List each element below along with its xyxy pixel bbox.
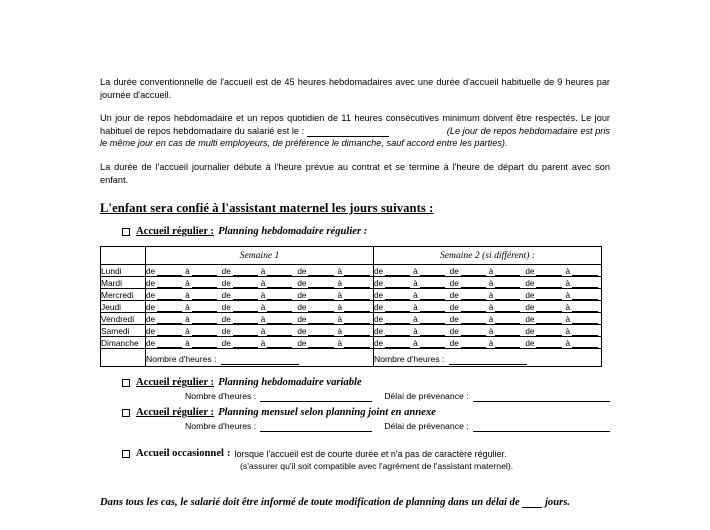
slot-from-field[interactable]: [385, 267, 410, 276]
slot-to-field[interactable]: [344, 279, 370, 288]
day-label-lundi: Lundi: [101, 265, 146, 277]
slot-to-label: à: [488, 303, 494, 313]
slot-to-label: à: [185, 303, 190, 313]
slot-to-field[interactable]: [344, 267, 370, 276]
hours-label: Nombre d'heures :: [374, 353, 445, 364]
variable-notice-label: Délai de prévenance :: [384, 391, 469, 402]
slot-to-field[interactable]: [192, 267, 217, 276]
slot-from-field[interactable]: [536, 303, 562, 312]
slot-to-field[interactable]: [572, 327, 598, 336]
slot-to-label: à: [337, 315, 343, 325]
checkbox-regulier-variable[interactable]: [122, 379, 130, 387]
slot-from-label: de: [297, 267, 307, 277]
paragraph-duree-conventionnelle: La durée conventionnelle de l'accueil est de 45 heures hebdomadaires avec une durée d'accueil habituelle de 9 heures par journée d'accueil.: [100, 77, 610, 100]
slot-from-label: de: [374, 339, 384, 349]
table-row: [101, 325, 602, 337]
slot-from-field[interactable]: [385, 291, 410, 300]
slot-from-field[interactable]: [233, 267, 258, 276]
slot-to-label: à: [185, 291, 190, 301]
slot-from-field[interactable]: [536, 267, 562, 276]
slot-from-label: de: [146, 267, 156, 277]
slot-to-label: à: [337, 279, 343, 289]
day-label-mardi: Mardi: [101, 277, 146, 289]
mensuel-fields-line: [100, 421, 610, 432]
slot-to-field[interactable]: [572, 303, 598, 312]
slot-from-field[interactable]: [157, 303, 182, 312]
week1-slots-mercredi: [146, 289, 374, 301]
slot-from-label: de: [146, 291, 156, 301]
slot-from-label: de: [449, 315, 459, 325]
slot-to-label: à: [488, 279, 494, 289]
mensuel-hours-label: Nombre d'heures :: [185, 421, 257, 432]
week2-slots-mardi: [374, 277, 602, 289]
option-regulier-variable-subtitle: Planning hebdomadaire variable: [218, 377, 362, 389]
table-row: [101, 277, 602, 289]
checkbox-regulier-mensuel[interactable]: [122, 409, 130, 417]
slot-to-label: à: [413, 315, 418, 325]
slot-from-field[interactable]: [308, 303, 334, 312]
slot-from-field[interactable]: [385, 339, 410, 348]
option-regulier-hebdo-label: Accueil régulier :: [136, 226, 215, 238]
planning-hebdomadaire-table: [100, 246, 602, 367]
slot-to-label: à: [185, 267, 190, 277]
slot-to-label: à: [565, 279, 571, 289]
repos-lead-text: Un jour de repos hebdomadaire et un repos quotidien de 11 heures consécutives minimum doivent être respectés. Le jour habituel de repos hebdomadaire du salarié est le :: [100, 113, 610, 136]
slot-to-label: à: [337, 267, 343, 277]
slot-to-label: à: [413, 279, 418, 289]
checkbox-occasionnel[interactable]: [122, 450, 130, 458]
mensuel-hours-field[interactable]: [260, 422, 372, 432]
slot-to-field[interactable]: [344, 303, 370, 312]
week2-slots-samedi: [374, 325, 602, 337]
slot-from-label: de: [374, 303, 384, 313]
slot-from-label: de: [146, 327, 156, 337]
table-total-row: [101, 349, 602, 367]
slot-to-label: à: [337, 327, 343, 337]
week2-hours-field[interactable]: [449, 355, 527, 365]
slot-to-field[interactable]: [192, 327, 217, 336]
week1-slots-samedi: [146, 325, 374, 337]
slot-to-label: à: [565, 339, 571, 349]
slot-from-label: de: [449, 339, 459, 349]
week1-slots-jeudi: [146, 301, 374, 313]
slot-from-label: de: [449, 291, 459, 301]
slot-from-field[interactable]: [461, 339, 486, 348]
week1-hours-field[interactable]: [221, 355, 299, 365]
slot-from-label: de: [297, 279, 307, 289]
day-label-samedi: Samedi: [101, 325, 146, 337]
slot-from-label: de: [297, 315, 307, 325]
slot-to-field[interactable]: [420, 291, 445, 300]
slot-from-field[interactable]: [233, 339, 258, 348]
slot-from-field[interactable]: [157, 267, 182, 276]
slot-from-field[interactable]: [461, 327, 486, 336]
slot-from-field[interactable]: [157, 279, 182, 288]
slot-from-field[interactable]: [308, 279, 334, 288]
slot-from-label: de: [449, 279, 459, 289]
slot-to-label: à: [185, 327, 190, 337]
slot-to-label: à: [260, 303, 266, 313]
slot-from-field[interactable]: [536, 291, 562, 300]
option-occasionnel-label: Accueil occasionnel: [136, 448, 224, 460]
slot-from-field[interactable]: [385, 279, 410, 288]
slot-from-field[interactable]: [233, 327, 258, 336]
paragraph-duree-journalier: La durée de l'accueil journalier débute à l'heure prévue au contrat et se termine à l'heure de départ du parent avec son enfant.: [100, 161, 610, 185]
slot-from-field[interactable]: [233, 291, 258, 300]
variable-notice-field[interactable]: [473, 392, 610, 402]
option-regulier-mensuel-row[interactable]: [100, 407, 610, 418]
slot-to-field[interactable]: [344, 291, 370, 300]
slot-to-label: à: [413, 303, 418, 313]
slot-to-field[interactable]: [267, 291, 292, 300]
slot-to-label: à: [565, 315, 571, 325]
week2-slots-mercredi: [374, 289, 602, 301]
slot-to-field[interactable]: [572, 291, 598, 300]
slot-from-label: de: [525, 315, 535, 325]
slot-from-label: de: [221, 291, 231, 301]
variable-fields-line: [100, 391, 610, 402]
table-header-row: [101, 247, 602, 265]
slot-to-field[interactable]: [344, 327, 370, 336]
slot-to-field[interactable]: [420, 315, 445, 324]
slot-from-label: de: [374, 315, 384, 325]
week2-slots-dimanche: [374, 337, 602, 349]
repos-parenthetical-line2: jour en cas de multi employeurs, de préférence le dimanche, sauf accord entre les parties).: [137, 138, 508, 149]
slot-to-field[interactable]: [267, 303, 292, 312]
slot-to-label: à: [565, 303, 571, 313]
slot-to-field[interactable]: [495, 327, 520, 336]
slot-from-field[interactable]: [233, 303, 258, 312]
slot-to-field[interactable]: [495, 279, 520, 288]
slot-to-label: à: [488, 267, 494, 277]
slot-from-field[interactable]: [536, 339, 562, 348]
slot-from-label: de: [146, 315, 156, 325]
slot-from-field[interactable]: [233, 315, 258, 324]
slot-to-field[interactable]: [420, 327, 445, 336]
slot-to-label: à: [185, 279, 190, 289]
slot-to-field[interactable]: [420, 339, 445, 348]
option-occasionnel-description: lorsque l'accueil est de courte durée et n'a pas de caractère régulier.: [234, 449, 507, 460]
slot-from-label: de: [297, 327, 307, 337]
slot-from-field[interactable]: [308, 315, 334, 324]
variable-hours-label: Nombre d'heures :: [185, 391, 257, 402]
slot-from-label: de: [525, 303, 535, 313]
slot-from-field[interactable]: [536, 315, 562, 324]
table-row: [101, 337, 602, 349]
slot-from-label: de: [525, 291, 535, 301]
day-label-vendredi: Vendredi: [101, 313, 146, 325]
slot-from-label: de: [146, 279, 156, 289]
week1-total-hours-cell: [146, 349, 374, 367]
week-header-2: Semaine 2 (si différent) :: [374, 247, 602, 265]
table-row: [101, 265, 602, 277]
slot-to-label: à: [260, 315, 266, 325]
slot-to-label: à: [413, 267, 418, 277]
option-occasionnel-note: (s'assurer qu'il soit compatible avec l'agrément de l'assistant maternel).: [240, 461, 514, 472]
slot-to-field[interactable]: [192, 339, 217, 348]
slot-to-label: à: [260, 291, 266, 301]
paragraph-repos-hebdomadaire: [100, 112, 610, 150]
slot-from-field[interactable]: [157, 327, 182, 336]
mensuel-notice-label: Délai de prévenance :: [384, 421, 469, 432]
slot-from-field[interactable]: [536, 279, 562, 288]
slot-to-label: à: [565, 291, 571, 301]
slot-from-label: de: [525, 339, 535, 349]
option-regulier-hebdo-row[interactable]: [100, 226, 610, 237]
total-row-empty-cell: [101, 349, 146, 367]
slot-from-label: de: [297, 339, 307, 349]
day-label-dimanche: Dimanche: [101, 337, 146, 349]
week1-slots-mardi: [146, 277, 374, 289]
table-row: [101, 301, 602, 313]
slot-from-field[interactable]: [157, 291, 182, 300]
slot-from-label: de: [449, 303, 459, 313]
slot-from-field[interactable]: [308, 327, 334, 336]
slot-to-label: à: [260, 339, 266, 349]
day-label-jeudi: Jeudi: [101, 301, 146, 313]
slot-to-field[interactable]: [192, 303, 217, 312]
slot-to-field[interactable]: [420, 303, 445, 312]
slot-from-field[interactable]: [385, 327, 410, 336]
slot-from-label: de: [221, 303, 231, 313]
slot-to-field[interactable]: [495, 291, 520, 300]
slot-to-field[interactable]: [495, 267, 520, 276]
slot-from-field[interactable]: [461, 303, 486, 312]
slot-from-label: de: [146, 303, 156, 313]
slot-to-label: à: [337, 303, 343, 313]
table-corner-cell: [101, 247, 146, 265]
slot-to-field[interactable]: [572, 339, 598, 348]
option-occasionnel-separator: :: [226, 448, 231, 460]
jour-repos-blank-field[interactable]: [307, 128, 389, 137]
slot-to-label: à: [413, 339, 418, 349]
slot-to-label: à: [337, 291, 343, 301]
slot-from-label: de: [297, 291, 307, 301]
slot-to-label: à: [185, 315, 190, 325]
slot-from-field[interactable]: [308, 291, 334, 300]
slot-to-field[interactable]: [420, 279, 445, 288]
slot-from-label: de: [374, 327, 384, 337]
variable-hours-field[interactable]: [260, 392, 372, 402]
slot-to-field[interactable]: [495, 339, 520, 348]
slot-to-label: à: [260, 327, 266, 337]
slot-to-label: à: [337, 339, 343, 349]
option-regulier-mensuel-label: Accueil régulier :: [136, 407, 215, 419]
slot-to-field[interactable]: [572, 279, 598, 288]
slot-from-label: de: [525, 327, 535, 337]
slot-from-label: de: [221, 327, 231, 337]
footer-delai-blank-field[interactable]: [522, 499, 542, 508]
slot-to-field[interactable]: [267, 279, 292, 288]
slot-from-field[interactable]: [461, 291, 486, 300]
slot-from-label: de: [374, 279, 384, 289]
slot-to-label: à: [565, 327, 571, 337]
slot-to-field[interactable]: [192, 279, 217, 288]
slot-to-field[interactable]: [420, 267, 445, 276]
slot-from-label: de: [449, 327, 459, 337]
slot-from-label: de: [221, 279, 231, 289]
mensuel-notice-field[interactable]: [473, 422, 610, 432]
week1-slots-lundi: [146, 265, 374, 277]
slot-to-field[interactable]: [572, 267, 598, 276]
slot-from-field[interactable]: [536, 327, 562, 336]
slot-to-label: à: [565, 267, 571, 277]
slot-from-field[interactable]: [461, 267, 486, 276]
slot-to-label: à: [488, 339, 494, 349]
option-regulier-hebdo-subtitle: Planning hebdomadaire régulier :: [218, 226, 368, 238]
slot-to-label: à: [185, 339, 190, 349]
slot-from-field[interactable]: [461, 279, 486, 288]
slot-from-field[interactable]: [308, 339, 334, 348]
slot-to-label: à: [488, 327, 494, 337]
slot-from-field[interactable]: [157, 339, 182, 348]
option-regulier-variable-row[interactable]: [100, 377, 610, 388]
slot-from-label: de: [297, 303, 307, 313]
week1-slots-dimanche: [146, 337, 374, 349]
slot-from-field[interactable]: [461, 315, 486, 324]
slot-from-field[interactable]: [308, 267, 334, 276]
slot-from-label: de: [221, 315, 231, 325]
slot-to-field[interactable]: [267, 339, 292, 348]
slot-to-field[interactable]: [192, 291, 217, 300]
slot-from-label: de: [449, 267, 459, 277]
slot-to-field[interactable]: [267, 267, 292, 276]
slot-to-label: à: [413, 291, 418, 301]
week2-slots-vendredi: [374, 313, 602, 325]
slot-to-label: à: [488, 291, 494, 301]
week2-slots-lundi: [374, 265, 602, 277]
section-heading-jours-suivants: L'enfant sera confié à l'assistant maternel les jours suivants :: [100, 201, 434, 216]
slot-from-label: de: [525, 267, 535, 277]
week2-total-hours-cell: [374, 349, 602, 367]
slot-from-label: de: [374, 267, 384, 277]
repos-parenthetical-line1: (Le jour de repos hebdomadaire est pris le même: [100, 125, 611, 149]
week1-slots-vendredi: [146, 313, 374, 325]
slot-from-field[interactable]: [385, 315, 410, 324]
slot-to-label: à: [413, 327, 418, 337]
slot-from-label: de: [525, 279, 535, 289]
slot-to-label: à: [488, 315, 494, 325]
slot-to-field[interactable]: [344, 315, 370, 324]
slot-from-field[interactable]: [157, 315, 182, 324]
slot-from-label: de: [146, 339, 156, 349]
footer-text-after: jours.: [544, 497, 570, 509]
slot-to-field[interactable]: [192, 315, 217, 324]
slot-to-field[interactable]: [572, 315, 598, 324]
slot-to-field[interactable]: [495, 315, 520, 324]
slot-to-field[interactable]: [344, 339, 370, 348]
day-label-mercredi: Mercredi: [101, 289, 146, 301]
slot-from-label: de: [221, 267, 231, 277]
slot-to-label: à: [260, 279, 266, 289]
checkbox-regulier-hebdo[interactable]: [122, 228, 130, 236]
slot-from-label: de: [221, 339, 231, 349]
table-row: [101, 289, 602, 301]
table-row: [101, 313, 602, 325]
option-regulier-mensuel-subtitle: Planning mensuel selon planning joint en annexe: [218, 407, 436, 419]
slot-to-field[interactable]: [267, 327, 292, 336]
slot-to-label: à: [260, 267, 266, 277]
week-header-1: Semaine 1: [146, 247, 374, 265]
slot-from-field[interactable]: [233, 279, 258, 288]
week2-slots-jeudi: [374, 301, 602, 313]
slot-from-field[interactable]: [385, 303, 410, 312]
option-occasionnel-row[interactable]: [100, 448, 610, 459]
footer-modification-note: [100, 497, 612, 508]
hours-label: Nombre d'heures :: [146, 353, 217, 364]
option-regulier-variable-label: Accueil régulier :: [136, 377, 215, 389]
slot-to-field[interactable]: [267, 315, 292, 324]
slot-to-field[interactable]: [495, 303, 520, 312]
footer-text-before: Dans tous les cas, le salarié doit être informé de toute modification de planning dans un délai de: [100, 497, 520, 509]
slot-from-label: de: [374, 291, 384, 301]
